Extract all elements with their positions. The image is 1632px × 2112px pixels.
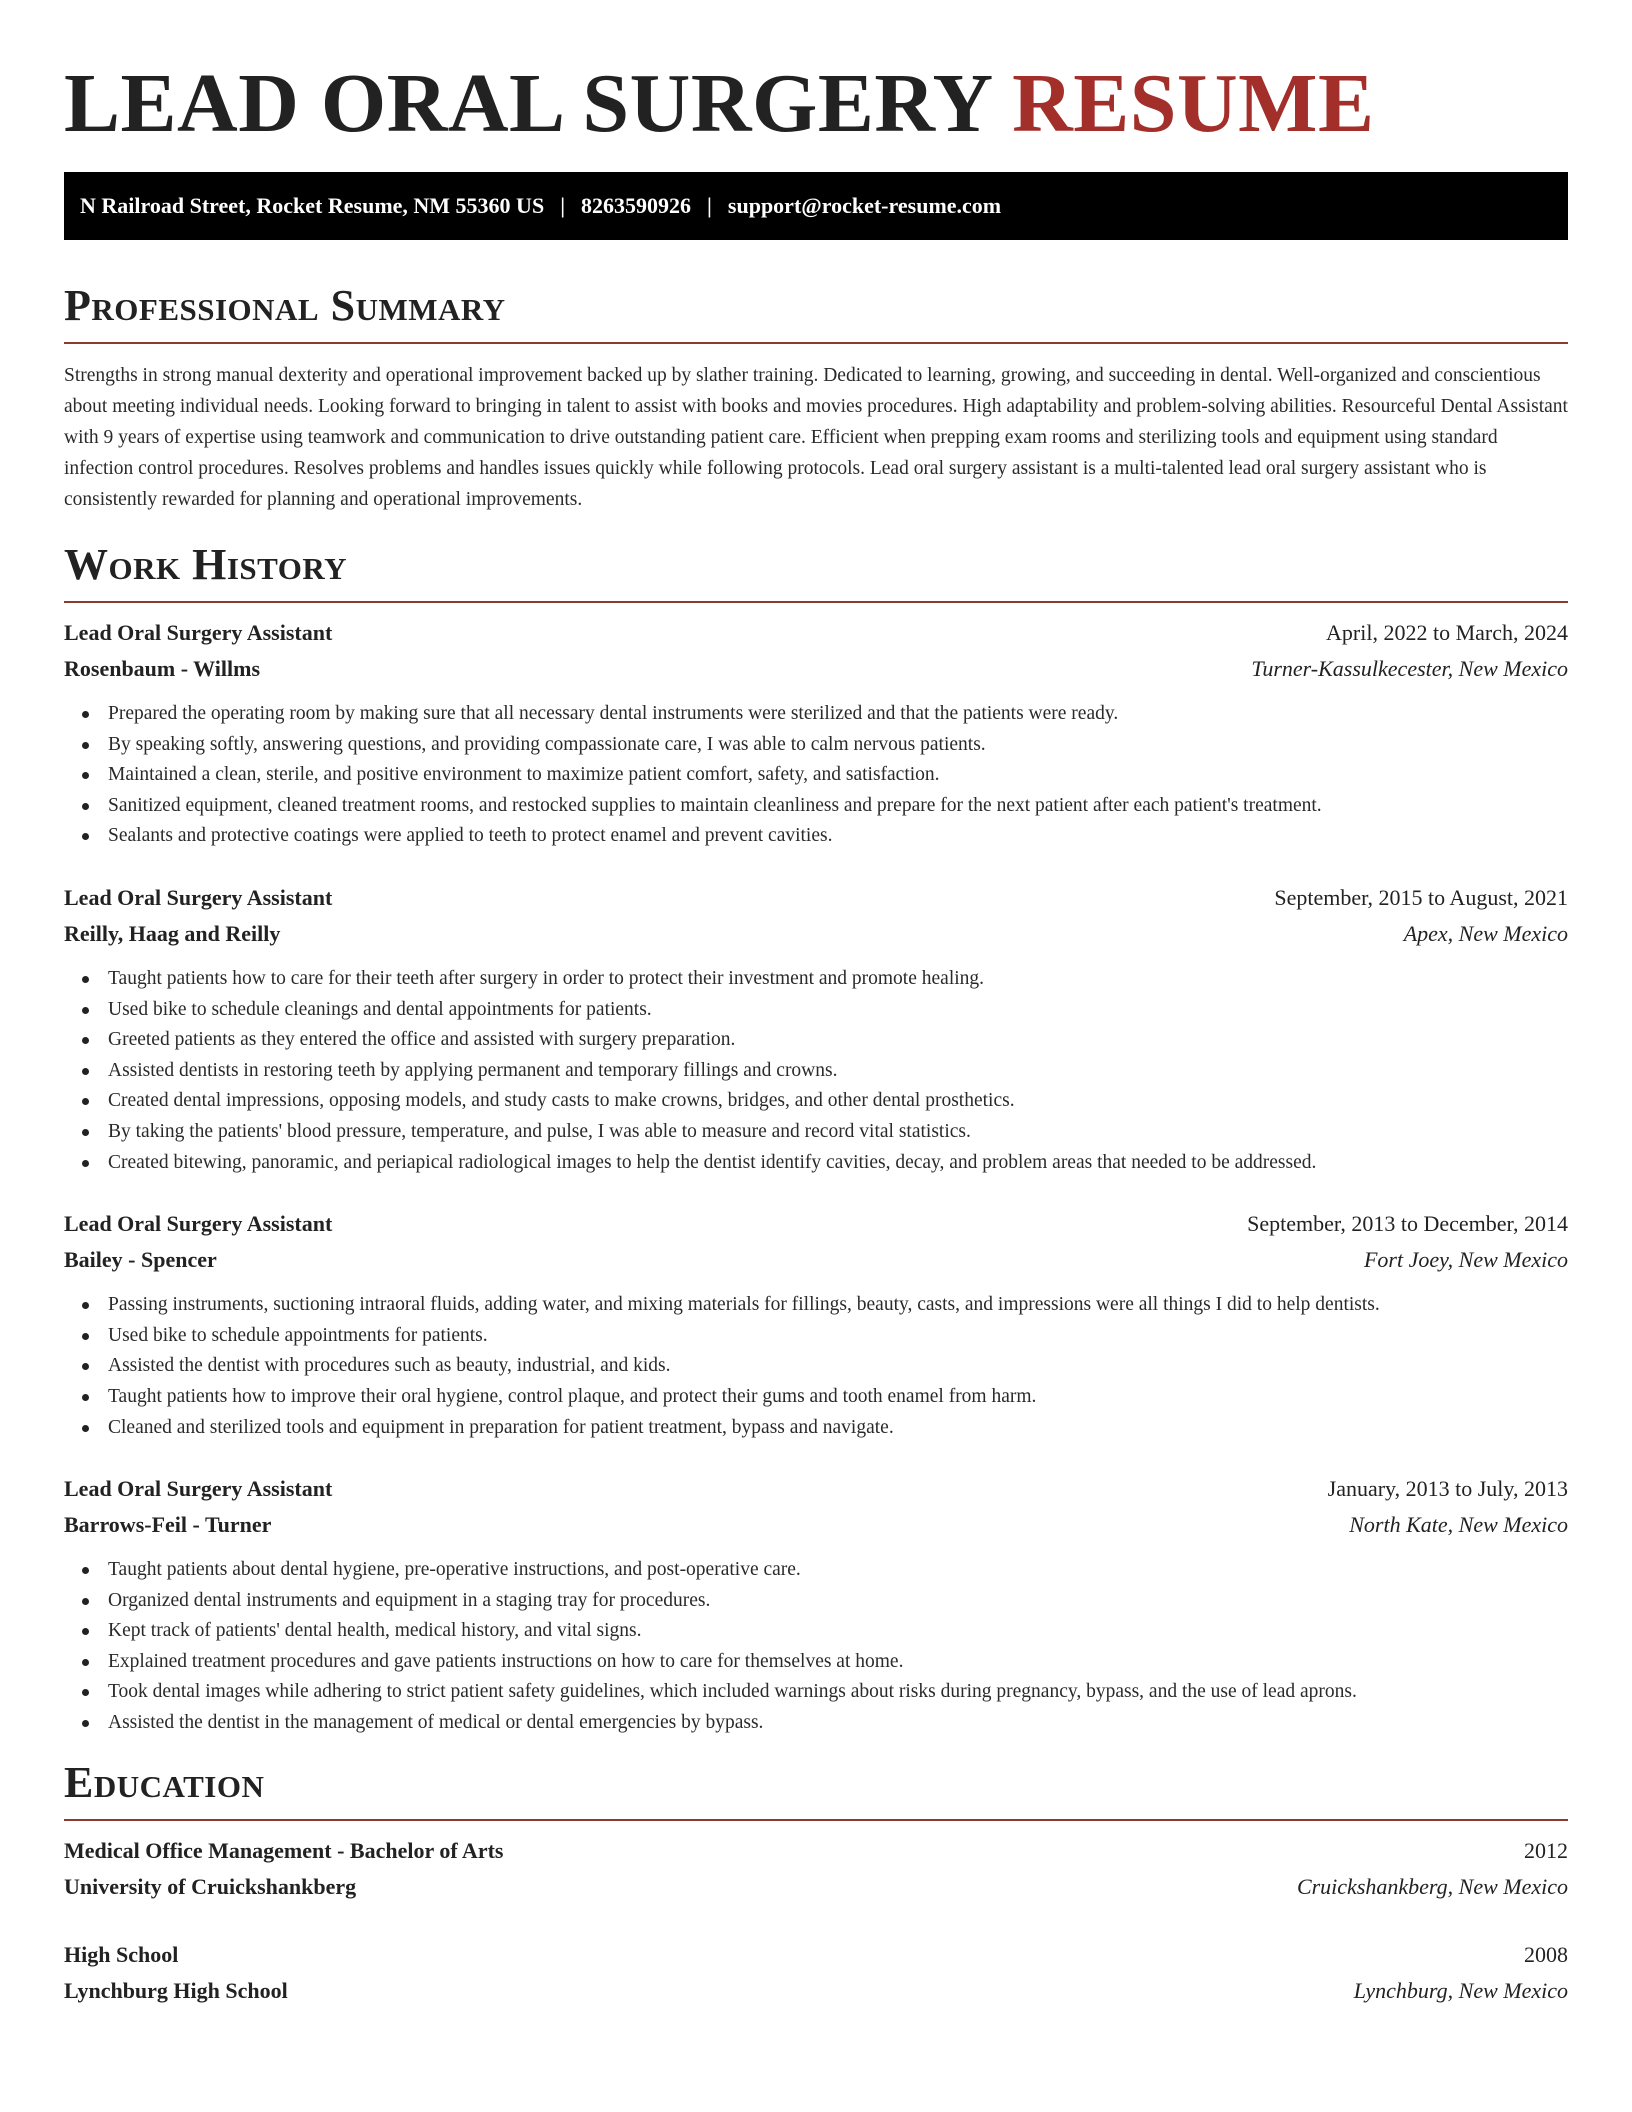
job-bullet: Sanitized equipment, cleaned treatment rooms, and restocked supplies to maintain cleanliness and prepare for the next patient after each patient's treatment.: [64, 791, 1568, 822]
job-bullet: Taught patients how to care for their teeth after surgery in order to protect their investment and promote healing.: [64, 964, 1568, 995]
job-company: Barrows-Feil - Turner: [64, 1512, 272, 1538]
job-title: Lead Oral Surgery Assistant: [64, 1211, 333, 1237]
title-main: LEAD ORAL SURGERY: [64, 57, 991, 150]
work-history-section: [64, 539, 1568, 1739]
summary-heading: Professional Summary: [64, 281, 506, 330]
contact-phone: 8263590926: [581, 193, 692, 218]
resume-title: [64, 56, 1568, 152]
job-bullet: Took dental images while adhering to strict patient safety guidelines, which included warnings about risks during pregnancy, bypass, and the use of lead aprons.: [64, 1677, 1568, 1708]
job-dates: April, 2022 to March, 2024: [1326, 620, 1568, 645]
contact-separator: |: [560, 193, 566, 218]
section-divider: [64, 1819, 1568, 1821]
job-bullet: Sealants and protective coatings were applied to teeth to protect enamel and prevent cavities.: [64, 821, 1568, 852]
job-bullet: Assisted dentists in restoring teeth by applying permanent and temporary fillings and crowns.: [64, 1056, 1568, 1087]
summary-text: Strengths in strong manual dexterity and operational improvement backed up by slather training. Dedicated to learning, growing, and succeeding in dental. Well-organized and conscientious about meeting individual needs. Looking forward to bringing in talent to assist with books and movies procedures. High adaptability and problem-solving abilities. Resourceful Dental Assistant with 9 years of expertise using teamwork and communication to drive outstanding patient care. Efficient when prepping exam rooms and sterilizing tools and equipment using standard infection control procedures. Resolves problems and handles issues quickly while following protocols. Lead oral surgery assistant is a multi-talented lead oral surgery assistant who is consistently rewarded for planning and operational improvements.: [64, 365, 1568, 510]
job-dates: January, 2013 to July, 2013: [1327, 1476, 1568, 1502]
job-bullet: Assisted the dentist in the management of medical or dental emergencies by bypass.: [64, 1708, 1568, 1739]
education-entry: [64, 1833, 1568, 1905]
job-location: Turner-Kassulkecester, New Mexico: [1251, 656, 1568, 681]
job-bullet: Cleaned and sterilized tools and equipment in preparation for patient treatment, bypass and navigate.: [64, 1413, 1568, 1444]
job-bullet: Assisted the dentist with procedures such as beauty, industrial, and kids.: [64, 1351, 1568, 1382]
education-school: University of Cruickshankberg: [64, 1873, 357, 1899]
job-location: North Kate, New Mexico: [1349, 1512, 1568, 1538]
job-bullet: Explained treatment procedures and gave patients instructions on how to care for themselves at home.: [64, 1647, 1568, 1678]
job-bullet: Greeted patients as they entered the office and assisted with surgery preparation.: [64, 1025, 1568, 1056]
job-bullet: Kept track of patients' dental health, medical history, and vital signs.: [64, 1616, 1568, 1647]
education-year: 2008: [1524, 1941, 1568, 1967]
education-degree: Medical Office Management - Bachelor of Arts: [64, 1837, 504, 1863]
job-title: Lead Oral Surgery Assistant: [64, 884, 333, 910]
job-bullet: Taught patients how to improve their oral hygiene, control plaque, and protect their gums and tooth enamel from harm.: [64, 1382, 1568, 1413]
contact-bar: [64, 172, 1568, 240]
title-accent: RESUME: [1012, 57, 1375, 150]
job-entry: [64, 1471, 1568, 1739]
work-history-heading: Work History: [64, 540, 348, 589]
job-bullet: Passing instruments, suctioning intraoral fluids, adding water, and mixing materials for fillings, beauty, casts, and impressions were all things I did to help dentists.: [64, 1290, 1568, 1321]
education-location: Lynchburg, New Mexico: [1353, 1977, 1568, 2003]
job-entry: [64, 880, 1568, 1178]
section-divider: [64, 342, 1568, 344]
job-bullet: Used bike to schedule appointments for patients.: [64, 1321, 1568, 1352]
job-location: Apex, New Mexico: [1403, 920, 1568, 946]
job-bullet: Created bitewing, panoramic, and periapical radiological images to help the dentist identify cavities, decay, and problem areas that needed to be addressed.: [64, 1148, 1568, 1179]
education-degree: High School: [64, 1941, 179, 1967]
job-title: Lead Oral Surgery Assistant: [64, 620, 333, 645]
job-company: Reilly, Haag and Reilly: [64, 920, 281, 946]
job-bullet: By taking the patients' blood pressure, temperature, and pulse, I was able to measure and record vital statistics.: [64, 1117, 1568, 1148]
job-dates: September, 2013 to December, 2014: [1247, 1211, 1568, 1237]
section-divider: [64, 601, 1568, 603]
job-bullet: By speaking softly, answering questions, and providing compassionate care, I was able to calm nervous patients.: [64, 730, 1568, 761]
job-company: Rosenbaum - Willms: [64, 656, 261, 681]
job-bullets: [64, 1290, 1568, 1443]
job-bullet: Prepared the operating room by making sure that all necessary dental instruments were sterilized and that the patients were ready.: [64, 699, 1568, 730]
contact-separator: |: [707, 193, 712, 218]
job-bullets: [64, 699, 1568, 852]
job-bullet: Created dental impressions, opposing models, and study casts to make crowns, bridges, and other dental prosthetics.: [64, 1086, 1568, 1117]
education-school: Lynchburg High School: [64, 1977, 288, 2003]
education-location: Cruickshankberg, New Mexico: [1296, 1873, 1568, 1899]
education-year: 2012: [1524, 1837, 1568, 1863]
job-bullet: Taught patients about dental hygiene, pre-operative instructions, and post-operative care.: [64, 1555, 1568, 1586]
contact-email: support@rocket-resume.com: [727, 193, 1002, 218]
job-bullet: Organized dental instruments and equipment in a staging tray for procedures.: [64, 1586, 1568, 1617]
summary-section: [64, 280, 1568, 515]
job-entry: [64, 1206, 1568, 1443]
job-dates: September, 2015 to August, 2021: [1274, 884, 1568, 910]
job-bullet: Maintained a clean, sterile, and positive environment to maximize patient comfort, safety, and satisfaction.: [64, 760, 1568, 791]
job-bullets: [64, 964, 1568, 1178]
job-bullets: [64, 1555, 1568, 1739]
job-entry: [64, 615, 1568, 852]
job-title: Lead Oral Surgery Assistant: [64, 1476, 333, 1502]
education-entry: [64, 1937, 1568, 2009]
job-company: Bailey - Spencer: [64, 1247, 217, 1273]
job-location: Fort Joey, New Mexico: [1363, 1247, 1568, 1273]
education-section: [64, 1757, 1568, 2009]
education-heading: Education: [64, 1757, 265, 1807]
job-bullet: Used bike to schedule cleanings and dental appointments for patients.: [64, 995, 1568, 1026]
contact-address: N Railroad Street, Rocket Resume, NM 55360 US: [80, 193, 545, 218]
